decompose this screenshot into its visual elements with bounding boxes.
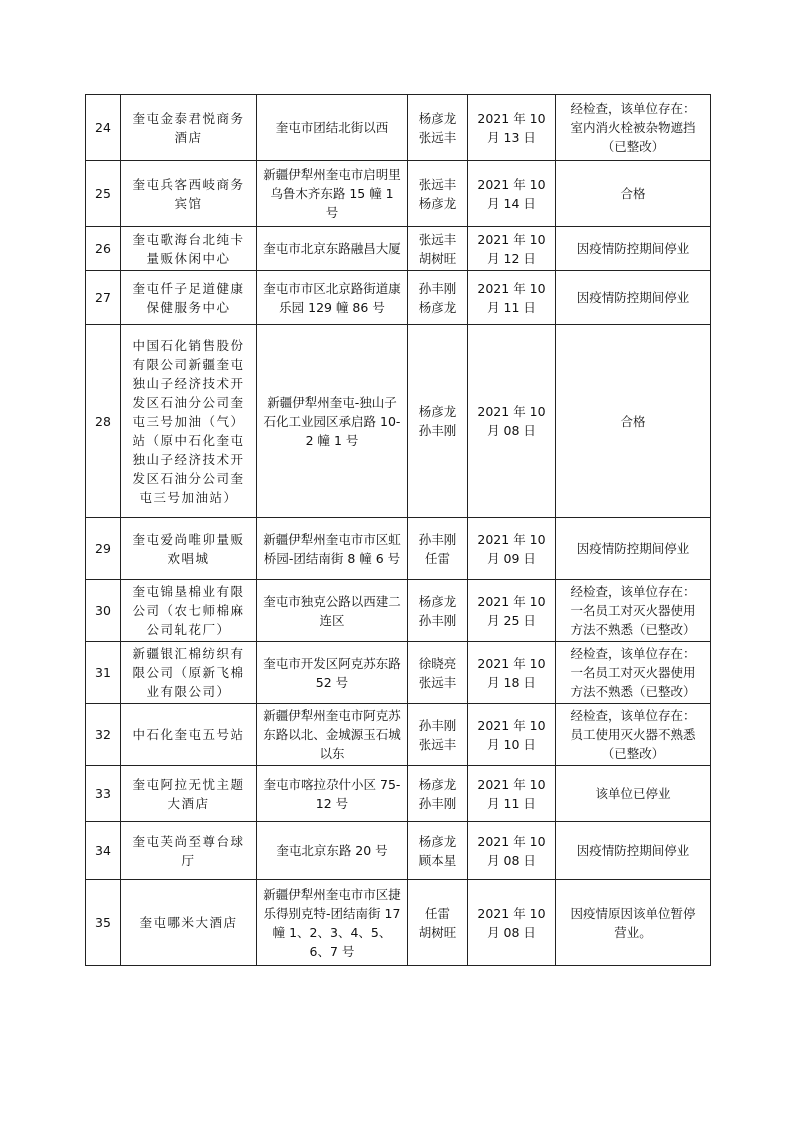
unit-address: 奎屯北京东路 20 号 (257, 822, 408, 880)
inspection-date-line: 月 09 日 (487, 550, 536, 566)
inspectors-line: 杨彦龙 (418, 833, 457, 849)
inspection-date (468, 271, 556, 325)
inspectors (408, 704, 468, 766)
table-row (86, 642, 711, 704)
inspection-date-line: 2021 年 10 (477, 717, 546, 733)
inspectors-line: 孙丰刚 (418, 280, 457, 296)
unit-name: 新疆银汇棉纺织有限公司（原新飞棉业有限公司） (121, 642, 257, 704)
inspection-result-line: 合格 (620, 186, 646, 201)
inspection-result-line: 经检查，该单位存在： (570, 584, 696, 599)
table-row (86, 822, 711, 880)
inspection-date-line: 月 25 日 (487, 612, 536, 628)
inspection-result (556, 642, 711, 704)
inspection-date-line: 月 14 日 (487, 195, 536, 211)
row-number: 30 (86, 580, 121, 642)
row-number: 35 (86, 880, 121, 966)
inspection-result-line: 因疫情防控期间停业 (576, 843, 690, 858)
inspection-result (556, 880, 711, 966)
inspection-result-line: 该单位已停业 (595, 786, 671, 801)
inspection-date-line: 月 10 日 (487, 736, 536, 752)
inspectors-line: 孙丰刚 (418, 717, 457, 733)
unit-address: 奎屯市喀拉尕什小区 75-12 号 (257, 766, 408, 822)
inspectors-line: 胡树旺 (418, 924, 457, 940)
unit-address: 新疆伊犁州奎屯市阿克苏东路以北、金城源玉石城以东 (257, 704, 408, 766)
inspectors-line: 孙丰刚 (418, 423, 457, 438)
inspection-result-line: 合格 (620, 413, 646, 429)
inspectors-line: 徐晓亮 (418, 655, 457, 671)
inspection-date (468, 518, 556, 580)
unit-address: 奎屯市北京东路融昌大厦 (257, 227, 408, 271)
inspection-date-line: 2021 年 10 (477, 231, 546, 247)
inspection-table (85, 94, 711, 966)
table-row (86, 766, 711, 822)
inspection-date-line: 月 08 日 (487, 852, 536, 868)
unit-address: 新疆伊犁州奎屯-独山子石化工业园区承启路 10-2 幢 1 号 (257, 325, 408, 518)
inspection-date-line: 2021 年 10 (477, 776, 546, 792)
row-number: 28 (86, 325, 121, 518)
inspection-date (468, 704, 556, 766)
row-number: 33 (86, 766, 121, 822)
inspection-result (556, 580, 711, 642)
row-number: 26 (86, 227, 121, 271)
inspection-date-line: 2021 年 10 (477, 176, 546, 192)
inspection-result-line: 因疫情防控期间停业 (576, 241, 690, 256)
inspectors (408, 822, 468, 880)
inspectors-line: 杨彦龙 (418, 299, 457, 315)
table-row (86, 518, 711, 580)
inspection-date-line: 2021 年 10 (477, 593, 546, 609)
unit-name: 奎屯阿拉无忧主题大酒店 (121, 766, 257, 822)
inspection-result (556, 227, 711, 271)
inspection-date (468, 642, 556, 704)
inspection-date-line: 2021 年 10 (477, 905, 546, 921)
unit-address: 奎屯市团结北街以西 (257, 95, 408, 161)
inspectors (408, 642, 468, 704)
table-row (86, 704, 711, 766)
inspection-date (468, 227, 556, 271)
inspection-date-line: 2021 年 10 (477, 404, 546, 419)
table-row (86, 880, 711, 966)
inspectors-line: 杨彦龙 (418, 593, 457, 609)
unit-address: 新疆伊犁州奎屯市市区捷乐得别克特-团结南街 17 幢 1、2、3、4、5、6、7 号 (257, 880, 408, 966)
inspection-result-line: 经检查，该单位存在： (570, 708, 696, 723)
row-number: 34 (86, 822, 121, 880)
inspectors-line: 杨彦龙 (418, 404, 457, 419)
inspection-date-line: 月 12 日 (487, 250, 536, 266)
unit-address: 奎屯市开发区阿克苏东路 52 号 (257, 642, 408, 704)
inspectors-line: 杨彦龙 (418, 776, 457, 792)
inspection-date-line: 2021 年 10 (477, 655, 546, 671)
inspectors (408, 227, 468, 271)
inspection-result-line: 营业。 (614, 924, 652, 940)
inspection-result (556, 271, 711, 325)
inspection-date (468, 766, 556, 822)
table-row (86, 271, 711, 325)
inspectors-line: 孙丰刚 (418, 612, 457, 628)
inspection-date (468, 95, 556, 161)
inspection-date-line: 2021 年 10 (477, 833, 546, 849)
inspection-result-line: 一名员工对灭火器使用 (570, 603, 696, 618)
inspection-date-line: 月 08 日 (487, 924, 536, 940)
inspection-date-line: 2021 年 10 (477, 531, 546, 547)
inspection-date-line: 月 18 日 (487, 674, 536, 690)
inspectors-line: 张远丰 (418, 674, 457, 690)
table-row (86, 227, 711, 271)
inspectors (408, 580, 468, 642)
inspection-result-line: 因疫情原因该单位暂停 (570, 905, 696, 921)
inspection-result-line: 经检查，该单位存在： (570, 646, 696, 661)
inspection-date (468, 880, 556, 966)
inspection-result (556, 325, 711, 518)
unit-name: 中石化奎屯五号站 (121, 704, 257, 766)
unit-name: 奎屯兵客西岐商务宾馆 (121, 161, 257, 227)
table-row (86, 161, 711, 227)
row-number: 25 (86, 161, 121, 227)
inspectors-line: 张远丰 (418, 231, 457, 247)
inspection-result (556, 518, 711, 580)
unit-name: 奎屯锦垦棉业有限公司（农七师棉麻公司轧花厂） (121, 580, 257, 642)
inspection-result-line: （已整改） (601, 746, 665, 761)
table-row (86, 95, 711, 161)
inspection-result-line: 室内消火栓被杂物遮挡 (570, 120, 696, 135)
inspectors (408, 271, 468, 325)
inspectors (408, 766, 468, 822)
unit-address: 奎屯市市区北京路街道康乐园 129 幢 86 号 (257, 271, 408, 325)
inspection-date (468, 161, 556, 227)
inspection-date-line: 月 08 日 (487, 423, 536, 438)
row-number: 24 (86, 95, 121, 161)
inspection-date (468, 580, 556, 642)
inspectors-line: 张远丰 (418, 176, 457, 192)
inspectors (408, 95, 468, 161)
inspection-result-line: 因疫情防控期间停业 (576, 541, 690, 556)
inspectors (408, 880, 468, 966)
inspection-table-body (86, 95, 711, 966)
inspection-date-line: 月 13 日 (487, 129, 536, 145)
table-row (86, 580, 711, 642)
inspection-date-line: 2021 年 10 (477, 280, 546, 296)
inspectors (408, 325, 468, 518)
inspection-result (556, 822, 711, 880)
inspection-result-line: （已整改） (601, 139, 665, 154)
table-row (86, 325, 711, 518)
inspection-date-line: 2021 年 10 (477, 110, 546, 126)
inspectors-line: 胡树旺 (418, 250, 457, 266)
unit-name: 奎屯哪米大酒店 (121, 880, 257, 966)
inspection-date (468, 325, 556, 518)
inspectors-line: 张远丰 (418, 736, 457, 752)
inspection-result-line: 方法不熟悉（已整改） (570, 684, 696, 699)
unit-name: 奎屯歌海台北纯卡量贩休闲中心 (121, 227, 257, 271)
inspectors-line: 任雷 (424, 550, 450, 566)
inspectors-line: 孙丰刚 (418, 531, 457, 547)
inspection-result-line: 因疫情防控期间停业 (576, 290, 690, 305)
inspectors-line: 张远丰 (418, 129, 457, 145)
row-number: 27 (86, 271, 121, 325)
row-number: 32 (86, 704, 121, 766)
unit-address: 新疆伊犁州奎屯市市区虹桥园-团结南街 8 幢 6 号 (257, 518, 408, 580)
unit-name: 奎屯芙尚至尊台球厅 (121, 822, 257, 880)
inspection-date-line: 月 11 日 (487, 795, 536, 811)
inspectors-line: 杨彦龙 (418, 110, 457, 126)
inspection-date-line: 月 11 日 (487, 299, 536, 315)
inspectors-line: 任雷 (424, 905, 450, 921)
inspection-date (468, 822, 556, 880)
unit-name: 奎屯仟子足道健康保健服务中心 (121, 271, 257, 325)
unit-name: 奎屯爱尚唯卯量贩欢唱城 (121, 518, 257, 580)
inspection-result-line: 员工使用灭火器不熟悉 (570, 727, 696, 742)
inspection-result (556, 95, 711, 161)
unit-address: 新疆伊犁州奎屯市启明里乌鲁木齐东路 15 幢 1 号 (257, 161, 408, 227)
inspection-result-line: 经检查，该单位存在： (570, 101, 696, 116)
inspectors-line: 顾本星 (418, 852, 457, 868)
unit-address: 奎屯市独克公路以西建二连区 (257, 580, 408, 642)
inspection-result (556, 161, 711, 227)
unit-name: 中国石化销售股份有限公司新疆奎屯独山子经济技术开发区石油分公司奎屯三号加油（气）站（原中石化奎屯独山子经济技术开发区石油分公司奎屯三号加油站） (121, 325, 257, 518)
row-number: 29 (86, 518, 121, 580)
inspection-result-line: 一名员工对灭火器使用 (570, 665, 696, 680)
inspectors (408, 518, 468, 580)
inspectors-line: 孙丰刚 (418, 795, 457, 811)
inspectors (408, 161, 468, 227)
inspectors-line: 杨彦龙 (418, 195, 457, 211)
row-number: 31 (86, 642, 121, 704)
inspection-result (556, 704, 711, 766)
unit-name: 奎屯金泰君悦商务酒店 (121, 95, 257, 161)
inspection-result-line: 方法不熟悉（已整改） (570, 622, 696, 637)
inspection-result (556, 766, 711, 822)
